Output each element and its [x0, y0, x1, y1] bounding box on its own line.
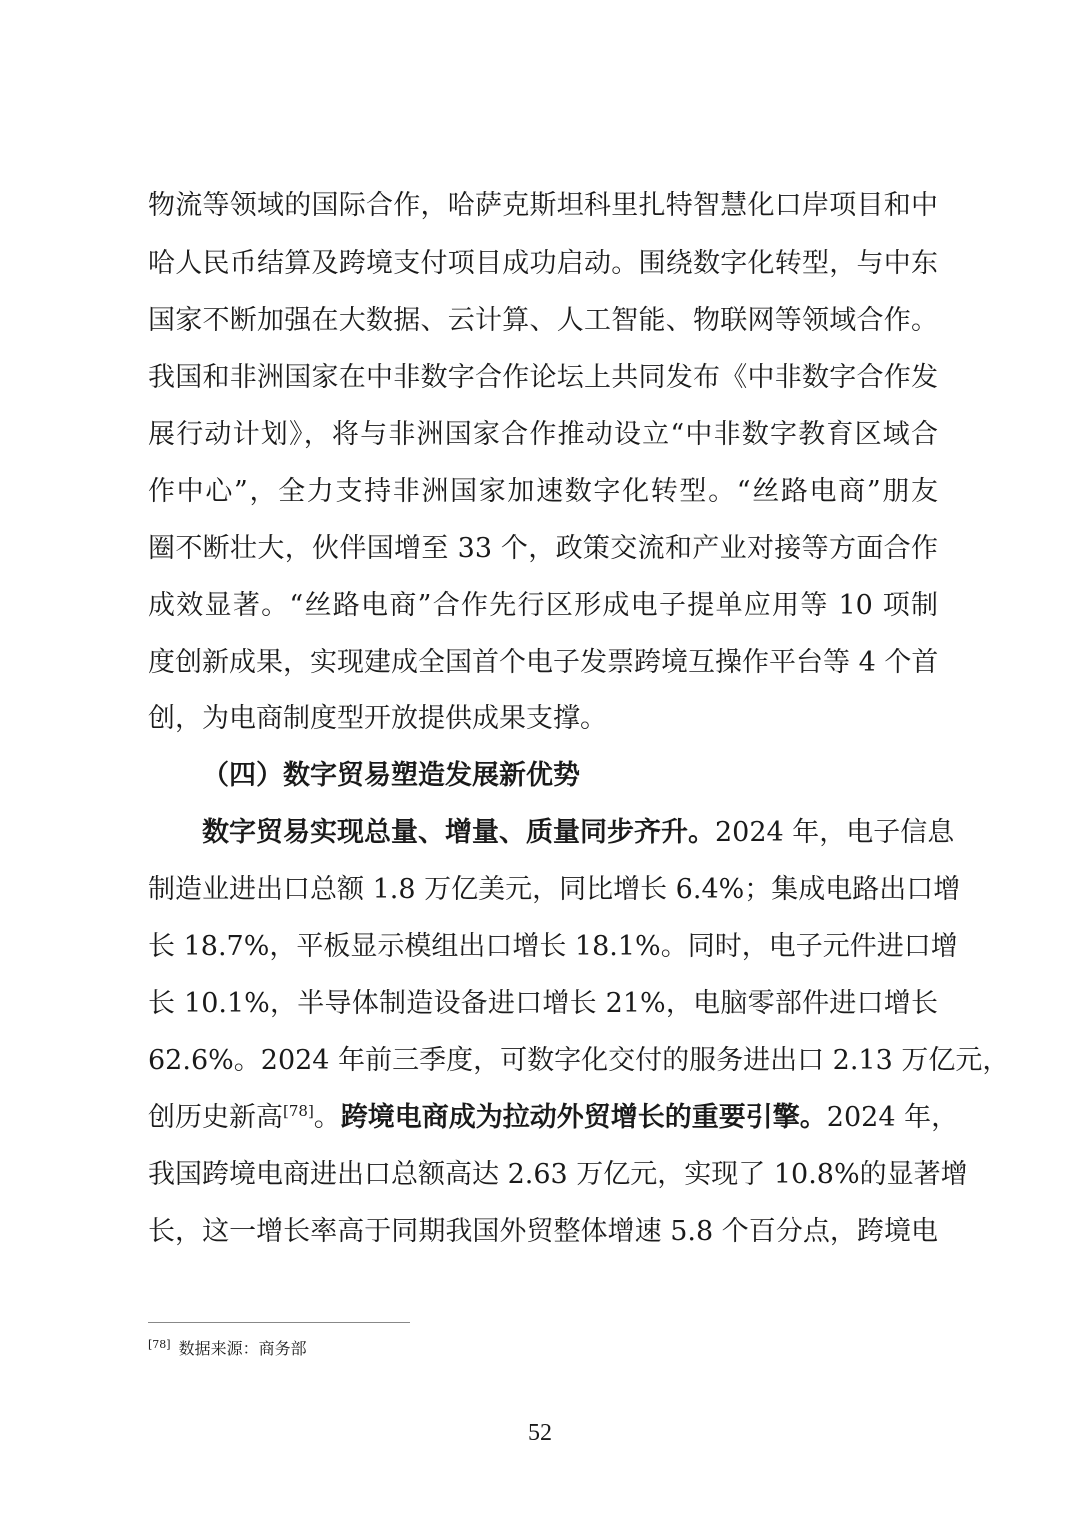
- paragraph-line: 创，为电商制度型开放提供成果支撑。: [148, 703, 607, 734]
- emphasis-text: 跨境电商成为拉动外贸增长的重要引擎。: [340, 1102, 827, 1133]
- paragraph-line: [148, 1098, 959, 1138]
- paragraph-line: 展行动计划》，将与非洲国家合作推动设立“中非数字教育区域合: [148, 419, 938, 450]
- body-text: 2024 年，电子信息: [715, 817, 955, 848]
- section-heading: （四）数字贸易塑造发展新优势: [202, 760, 580, 791]
- paragraph-line: 圈不断壮大，伙伴国增至 33 个，政策交流和产业对接等方面合作: [148, 533, 938, 564]
- paragraph-line: 哈人民币结算及跨境支付项目成功启动。围绕数字化转型，与中东: [148, 248, 938, 279]
- paragraph-line: 62.6%。2024 年前三季度，可数字化交付的服务进出口 2.13 万亿元，: [148, 1045, 1010, 1076]
- paragraph-line: 国家不断加强在大数据、云计算、人工智能、物联网等领域合作。: [148, 305, 938, 336]
- body-text: 创历史新高: [148, 1102, 283, 1133]
- paragraph-line: 制造业进出口总额 1.8 万亿美元，同比增长 6.4%；集成电路出口增: [148, 874, 961, 905]
- paragraph-line: 长 18.7%，平板显示模组出口增长 18.1%。同时，电子元件进口增: [148, 931, 958, 962]
- paragraph-line: [202, 813, 955, 853]
- paragraph-line: 作中心”，全力支持非洲国家加速数字化转型。“丝路电商”朋友: [148, 476, 938, 507]
- body-text: 。: [313, 1102, 341, 1133]
- footnote-divider: [148, 1322, 410, 1323]
- paragraph-line: 物流等领域的国际合作，哈萨克斯坦科里扎特智慧化口岸项目和中: [148, 190, 938, 221]
- paragraph-line: 成效显著。“丝路电商”合作先行区形成电子提单应用等 10 项制: [148, 590, 938, 621]
- paragraph-line: 度创新成果，实现建成全国首个电子发票跨境互操作平台等 4 个首: [148, 647, 939, 678]
- body-text: 2024 年，: [826, 1102, 959, 1133]
- paragraph-line: 长，这一增长率高于同期我国外贸整体增速 5.8 个百分点，跨境电: [148, 1216, 938, 1247]
- footnote-reference[interactable]: [78]: [283, 1102, 314, 1120]
- footnote-marker: [78]: [148, 1338, 171, 1351]
- page-number: 52: [528, 1420, 552, 1446]
- footnote: [148, 1338, 307, 1360]
- paragraph-line: 我国和非洲国家在中非数字合作论坛上共同发布《中非数字合作发: [148, 362, 938, 393]
- footnote-text: 数据来源：商务部: [178, 1339, 307, 1358]
- paragraph-line: 我国跨境电商进出口总额高达 2.63 万亿元，实现了 10.8%的显著增: [148, 1159, 968, 1190]
- paragraph-line: 长 10.1%，半导体制造设备进口增长 21%，电脑零部件进口增长: [148, 988, 938, 1019]
- emphasis-text: 数字贸易实现总量、增量、质量同步齐升。: [202, 817, 715, 848]
